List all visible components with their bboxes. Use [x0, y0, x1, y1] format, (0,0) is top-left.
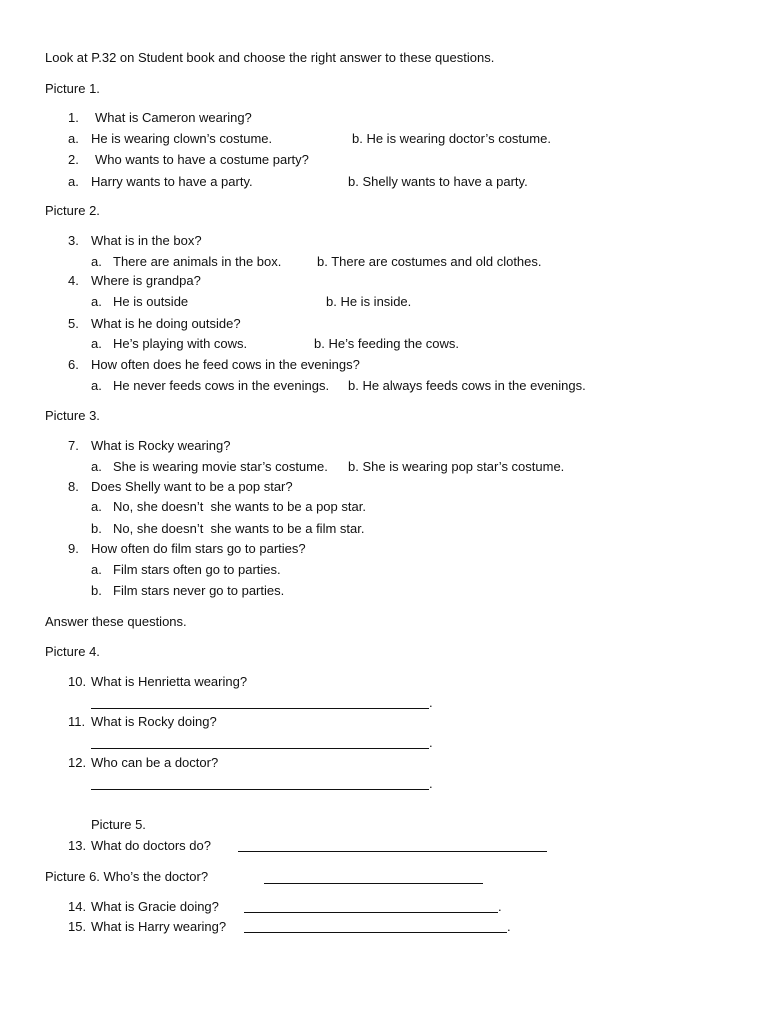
q9-option-a-letter: a. [91, 562, 102, 577]
q4-number: 4. [68, 273, 79, 288]
q8-option-b: No, she doesn’t she wants to be a film star. [113, 521, 365, 536]
q3-option-a: There are animals in the box. [113, 254, 282, 269]
q12-text: Who can be a doctor? [91, 755, 219, 770]
q2-number: 2. [68, 152, 79, 167]
q10-answer-line[interactable] [91, 708, 429, 709]
q5-option-b: b. He’s feeding the cows. [314, 336, 460, 351]
q10-text: What is Henrietta wearing? [91, 674, 248, 689]
q11-answer-line[interactable] [91, 748, 429, 749]
q1-number: 1. [68, 110, 79, 125]
q12-number: 12. [68, 755, 87, 770]
q14-answer-line[interactable] [244, 912, 498, 913]
q6-text: How often does he feed cows in the evenings? [91, 357, 360, 372]
q4-option-a-letter: a. [91, 294, 102, 309]
picture-3-heading: Picture 3. [45, 408, 100, 423]
q1-text: What is Cameron wearing? [95, 110, 252, 125]
q6-option-a-letter: a. [91, 378, 102, 393]
picture-5-heading: Picture 5. [91, 817, 146, 832]
q13-text: What do doctors do? [91, 838, 211, 853]
q6-option-a: He never feeds cows in the evenings. [113, 378, 330, 393]
q8-number: 8. [68, 479, 79, 494]
picture-2-heading: Picture 2. [45, 203, 100, 218]
q4-text: Where is grandpa? [91, 273, 201, 288]
q9-option-a: Film stars often go to parties. [113, 562, 281, 577]
q2-text: Who wants to have a costume party? [95, 152, 309, 167]
q15-text: What is Harry wearing? [91, 919, 227, 934]
q11-number: 11. [68, 714, 86, 729]
q11-period: . [429, 735, 433, 750]
q10-period: . [429, 695, 433, 710]
q9-option-b-letter: b. [91, 583, 102, 598]
q4-option-b: b. He is inside. [326, 294, 412, 309]
q1-option-a: He is wearing clown’s costume. [91, 131, 273, 146]
q8-text: Does Shelly want to be a pop star? [91, 479, 293, 494]
q13-number: 13. [68, 838, 87, 853]
q2-option-b: b. Shelly wants to have a party. [348, 174, 528, 189]
q8-option-a-letter: a. [91, 499, 102, 514]
q7-option-a: She is wearing movie star’s costume. [113, 459, 328, 474]
q14-number: 14. [68, 899, 87, 914]
q2-option-a-letter: a. [68, 174, 79, 189]
q6-option-b: b. He always feeds cows in the evenings. [348, 378, 586, 393]
q14-text: What is Gracie doing? [91, 899, 219, 914]
q13-answer-line[interactable] [238, 851, 547, 852]
q3-number: 3. [68, 233, 79, 248]
picture-6-heading: Picture 6. Who’s the doctor? [45, 869, 209, 884]
q7-number: 7. [68, 438, 79, 453]
q12-answer-line[interactable] [91, 789, 429, 790]
q3-option-a-letter: a. [91, 254, 102, 269]
q15-answer-line[interactable] [244, 932, 507, 933]
q5-option-a-letter: a. [91, 336, 102, 351]
q7-option-a-letter: a. [91, 459, 102, 474]
picture-6-answer-line[interactable] [264, 883, 483, 884]
q6-number: 6. [68, 357, 79, 372]
q9-text: How often do film stars go to parties? [91, 541, 306, 556]
q11-text: What is Rocky doing? [91, 714, 217, 729]
q9-number: 9. [68, 541, 79, 556]
q9-option-b: Film stars never go to parties. [113, 583, 285, 598]
q7-text: What is Rocky wearing? [91, 438, 231, 453]
picture-4-heading: Picture 4. [45, 644, 100, 659]
q1-option-a-letter: a. [68, 131, 79, 146]
q15-number: 15. [68, 919, 87, 934]
q5-option-a: He’s playing with cows. [113, 336, 248, 351]
q5-text: What is he doing outside? [91, 316, 241, 331]
q2-option-a: Harry wants to have a party. [91, 174, 253, 189]
q3-text: What is in the box? [91, 233, 202, 248]
instructions: Look at P.32 on Student book and choose the right answer to these questions. [45, 50, 495, 65]
q14-period: . [498, 899, 502, 914]
q4-option-a: He is outside [113, 294, 189, 309]
answer-heading: Answer these questions. [45, 614, 187, 629]
q8-option-b-letter: b. [91, 521, 102, 536]
q12-period: . [429, 776, 433, 791]
q15-period: . [507, 919, 511, 934]
q3-option-b: b. There are costumes and old clothes. [317, 254, 542, 269]
q5-number: 5. [68, 316, 79, 331]
q8-option-a: No, she doesn’t she wants to be a pop star. [113, 499, 366, 514]
q7-option-b: b. She is wearing pop star’s costume. [348, 459, 565, 474]
picture-1-heading: Picture 1. [45, 81, 100, 96]
q10-number: 10. [68, 674, 87, 689]
q1-option-b: b. He is wearing doctor’s costume. [352, 131, 551, 146]
